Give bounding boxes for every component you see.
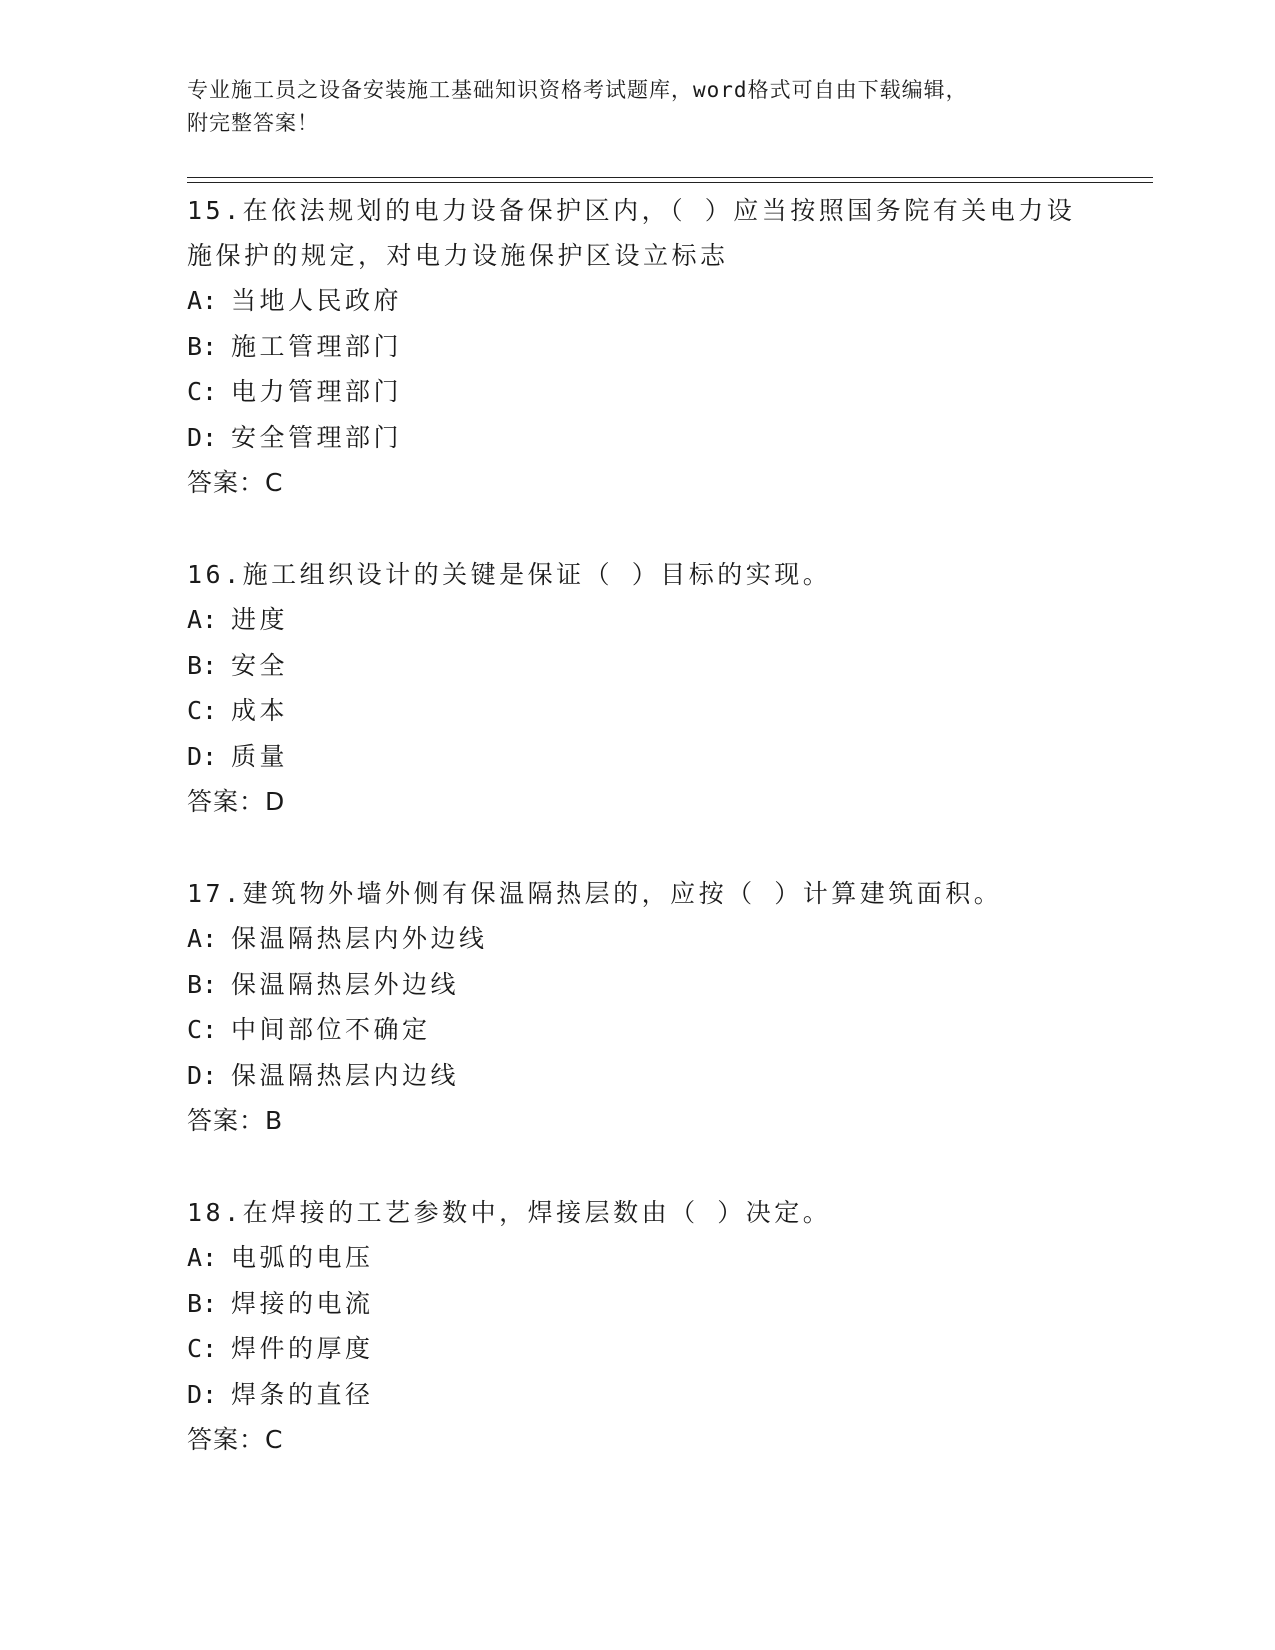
question-stem: 17.建筑物外墙外侧有保温隔热层的，应按（ ）计算建筑面积。 [187, 879, 1003, 908]
question-stem: 18.在焊接的工艺参数中，焊接层数由（ ）决定。 [187, 1198, 832, 1227]
option-letter: B: [187, 1288, 218, 1318]
question-15 [187, 188, 1087, 506]
option-b [187, 1281, 1087, 1327]
option-c [187, 1007, 1087, 1053]
option-text: 质量 [231, 741, 289, 771]
option-letter: B: [187, 969, 218, 999]
option-b [187, 643, 1087, 689]
option-text: 施工管理部门 [231, 331, 403, 361]
option-letter: C: [187, 1334, 218, 1363]
option-text: 安全 [231, 650, 289, 680]
option-letter: A: [187, 924, 218, 953]
option-text: 焊条的直径 [231, 1379, 374, 1409]
option-d [187, 734, 1087, 780]
option-text: 进度 [231, 605, 289, 634]
option-d [187, 1372, 1087, 1418]
option-letter: C: [187, 696, 218, 725]
option-text: 保温隔热层内边线 [231, 1060, 460, 1090]
option-text: 焊接的电流 [231, 1288, 374, 1318]
option-text: 焊件的厚度 [231, 1334, 374, 1363]
header-divider-top [187, 177, 1153, 178]
option-c [187, 1326, 1087, 1372]
option-b [187, 962, 1087, 1008]
answer-label: 答案：B [187, 1106, 284, 1135]
option-letter: D: [187, 741, 218, 771]
option-letter: A: [187, 286, 218, 315]
option-letter: A: [187, 605, 218, 634]
option-text: 成本 [231, 696, 289, 725]
option-a [187, 597, 1087, 643]
option-text: 保温隔热层外边线 [231, 969, 460, 999]
question-16 [187, 552, 1087, 825]
option-a [187, 1235, 1087, 1281]
answer-label: 答案：C [187, 468, 284, 497]
option-letter: C: [187, 377, 218, 406]
option-letter: D: [187, 1379, 218, 1409]
option-d [187, 415, 1087, 461]
option-b [187, 324, 1087, 370]
question-stem: 15.在依法规划的电力设备保护区内，（ ）应当按照国务院有关电力设施保护的规定，对电力设施保护区设立标志 [187, 196, 1076, 270]
option-text: 当地人民政府 [231, 286, 403, 315]
header-line-1: 专业施工员之设备安装施工基础知识资格考试题库，word格式可自由下载编辑， [187, 78, 968, 102]
answer-label: 答案：C [187, 1425, 284, 1454]
option-text: 电力管理部门 [231, 377, 403, 406]
option-letter: B: [187, 650, 218, 680]
option-text: 安全管理部门 [231, 422, 403, 452]
document-header [187, 74, 1087, 140]
option-letter: C: [187, 1015, 218, 1044]
question-17 [187, 871, 1087, 1144]
option-text: 中间部位不确定 [231, 1015, 431, 1044]
answer-label: 答案：D [187, 787, 286, 816]
question-stem: 16.施工组织设计的关键是保证（ ）目标的实现。 [187, 560, 832, 589]
option-text: 电弧的电压 [231, 1243, 374, 1272]
header-line-2: 附完整答案！ [187, 111, 319, 135]
option-letter: B: [187, 331, 218, 361]
option-c [187, 369, 1087, 415]
option-text: 保温隔热层内外边线 [231, 924, 488, 953]
option-letter: D: [187, 422, 218, 452]
option-d [187, 1053, 1087, 1099]
question-18 [187, 1190, 1087, 1463]
option-letter: D: [187, 1060, 218, 1090]
header-divider-bottom [187, 182, 1153, 183]
option-letter: A: [187, 1243, 218, 1272]
option-c [187, 688, 1087, 734]
option-a [187, 278, 1087, 324]
option-a [187, 916, 1087, 962]
